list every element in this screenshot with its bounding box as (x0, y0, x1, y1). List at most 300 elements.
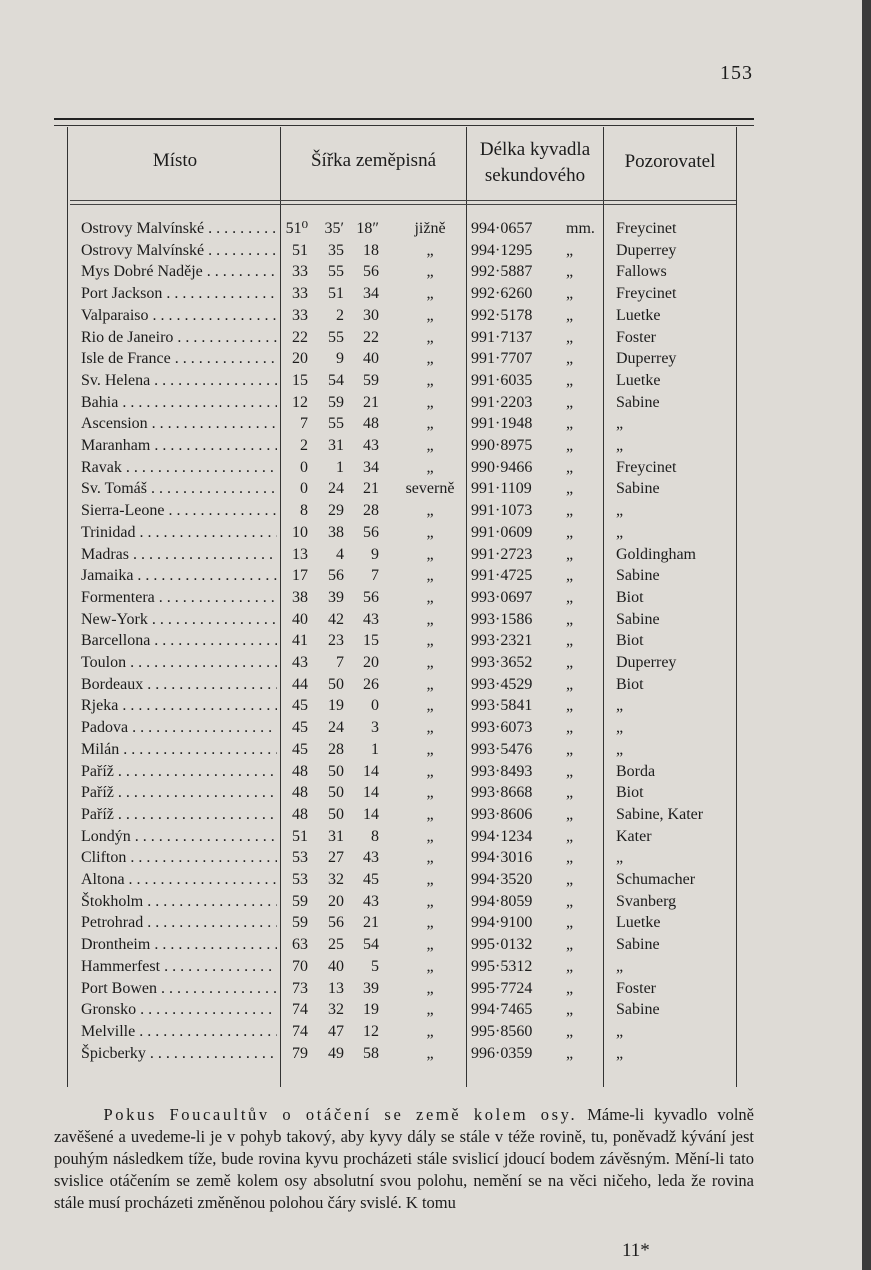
cell-len: 993·3652 (471, 654, 533, 671)
cell-dir: „ (426, 654, 434, 671)
cell-place: Bordeaux . . . (81, 674, 277, 695)
cell-obs: Borda (616, 762, 656, 780)
cell-sec: 1 (371, 740, 379, 758)
cell-obs: „ (616, 740, 624, 758)
cell-sec: 43 (363, 437, 379, 454)
cell-unit: „ (566, 740, 574, 758)
cell-min: 23 (328, 632, 344, 650)
cell-len: 992·6260 (471, 285, 533, 303)
cell-sec: 59 (363, 371, 379, 389)
cell-obs: Freycinet (616, 458, 677, 476)
cell-obs: Schumacher (616, 871, 696, 888)
cell-len: 993·8493 (471, 762, 533, 780)
cell-place: New-York . . . (81, 609, 277, 630)
cell-deg: 53 (292, 849, 308, 867)
cell-min: 9 (336, 350, 344, 368)
cell-min: 59 (328, 393, 344, 411)
cell-unit: „ (566, 957, 574, 975)
cell-len: 994·1295 (471, 241, 533, 259)
cell-dir: „ (426, 393, 434, 411)
cell-len: 991·1109 (471, 480, 532, 498)
cell-obs: Fallows (616, 263, 667, 281)
cell-len: 991·0609 (471, 523, 533, 541)
cell-unit: „ (566, 241, 574, 259)
cell-sec: 21 (363, 393, 379, 411)
cell-len: 995·7724 (471, 979, 533, 997)
cell-deg: 48 (292, 784, 308, 802)
cell-deg: 0 (300, 480, 308, 498)
cell-dir: „ (426, 610, 434, 628)
cell-sec: 0 (371, 697, 379, 715)
cell-obs: „ (616, 849, 624, 867)
cell-unit: „ (566, 393, 574, 411)
cell-obs: Svanberg (616, 892, 677, 910)
cell-obs: Freycinet (616, 285, 677, 303)
cell-sec: 21 (363, 480, 379, 498)
cell-obs: Sabine (616, 936, 660, 954)
cell-dir: „ (426, 415, 434, 433)
cell-dir: „ (426, 328, 434, 346)
paragraph-body: Máme-li kyvadlo volně zavěšené a uvedeme-li je v pohyb takový, aby kyvy dály se stále v téže rovině, tu, poněvadž kývání jest pouhým následkem tíže, bude rovina kyvu procházeti stále svislicí jdoucí bodem závěsným. Mění-li tato svislice otáčením se země kolem osy absolutní svou polohu, nemění se na věci ničeho, leda že rovina stále musí procházeti změněnou polohou čáry svislé. K tomu (54, 1105, 754, 1212)
cell-obs: „ (616, 1044, 624, 1062)
cell-obs: Biot (616, 588, 644, 606)
cell-place: Madras . . . (81, 544, 277, 565)
cell-deg: 0 (300, 458, 308, 476)
cell-unit: „ (566, 350, 574, 368)
cell-place: Melville . . . (81, 1021, 277, 1042)
cell-deg: 40 (292, 610, 308, 628)
cell-len: 994·3016 (471, 849, 533, 867)
cell-unit: „ (566, 871, 574, 888)
cell-unit: „ (566, 762, 574, 780)
cell-dir: „ (426, 241, 434, 259)
cell-unit: „ (566, 936, 574, 954)
cell-len: 994·3520 (471, 871, 533, 888)
cell-place: Port Jackson . . . (81, 283, 277, 304)
cell-dir: „ (426, 957, 434, 975)
cell-unit: „ (566, 610, 574, 628)
cell-obs: „ (616, 502, 624, 520)
cell-len: 993·2321 (471, 632, 533, 650)
column-divider (603, 127, 604, 1087)
cell-place: Trinidad . . . (81, 522, 277, 543)
cell-place: Maranham . . . (81, 435, 277, 456)
cell-len: 991·1948 (471, 415, 533, 433)
cell-sec: 34 (363, 285, 379, 303)
cell-unit: „ (566, 458, 574, 476)
cell-min: 38 (328, 523, 344, 541)
cell-place: Paříž . . . (81, 804, 277, 825)
header-length-line1: Délka kyvadla (479, 139, 591, 160)
cell-place: Sv. Helena . . . (81, 370, 277, 391)
cell-sec: 14 (363, 762, 379, 780)
cell-deg: 10 (292, 523, 308, 541)
cell-unit: „ (566, 784, 574, 802)
cell-unit: „ (566, 371, 574, 389)
cell-dir: „ (426, 1001, 434, 1019)
cell-obs: Duperrey (616, 350, 677, 368)
cell-unit: „ (566, 306, 574, 324)
cell-dir: „ (426, 675, 434, 693)
cell-sec: 58 (363, 1044, 379, 1062)
cell-deg: 45 (292, 740, 308, 758)
cell-dir: „ (426, 371, 434, 389)
cell-obs: Biot (616, 675, 644, 693)
cell-unit: „ (566, 979, 574, 997)
cell-deg: 33 (292, 285, 308, 303)
cell-dir: jižně (414, 220, 446, 237)
cell-obs: Luetke (616, 371, 661, 389)
cell-deg: 43 (292, 654, 308, 671)
cell-sec: 48 (363, 415, 379, 433)
cell-min: 24 (328, 480, 344, 498)
top-rule-thin (54, 125, 754, 126)
cell-obs: „ (616, 437, 624, 454)
cell-place: Paříž . . . (81, 761, 277, 782)
cell-dir: „ (426, 523, 434, 541)
cell-min: 19 (328, 697, 344, 715)
cell-dir: „ (426, 719, 434, 737)
cell-place: Port Bowen . . . (81, 978, 277, 999)
cell-obs: „ (616, 719, 624, 737)
top-rule (54, 118, 754, 120)
cell-len: 991·7137 (471, 328, 533, 346)
cell-deg: 51 (292, 827, 308, 845)
cell-unit: „ (566, 415, 574, 433)
cell-sec: 14 (363, 784, 379, 802)
cell-obs: Goldingham (616, 545, 696, 563)
cell-sec: 18 (363, 241, 379, 259)
cell-place: Hammerfest . . . (81, 956, 277, 977)
cell-len: 993·0697 (471, 588, 533, 606)
cell-min: 35′ (324, 220, 344, 237)
cell-min: 49 (328, 1044, 344, 1062)
cell-unit: „ (566, 437, 574, 454)
cell-sec: 43 (363, 610, 379, 628)
cell-min: 32 (328, 1001, 344, 1019)
page-edge-shadow (862, 0, 871, 1270)
cell-obs: Sabine (616, 1001, 660, 1019)
cell-deg: 8 (300, 502, 308, 520)
paragraph-heading: Pokus Foucaultův o otáčení se země kolem osy. (103, 1105, 578, 1124)
cell-sec: 30 (363, 306, 379, 324)
cell-unit: „ (566, 523, 574, 541)
cell-dir: „ (426, 697, 434, 715)
cell-place: Rjeka . . . (81, 695, 277, 716)
cell-obs: Kater (616, 827, 652, 845)
cell-obs: Biot (616, 632, 644, 650)
cell-deg: 17 (292, 567, 308, 585)
cell-dir: „ (426, 871, 434, 888)
cell-unit: „ (566, 654, 574, 671)
cell-min: 24 (328, 719, 344, 737)
cell-place: Clifton . . . (81, 847, 277, 868)
cell-sec: 28 (363, 502, 379, 520)
cell-deg: 13 (292, 545, 308, 563)
cell-place: Ascension . . . (81, 413, 277, 434)
cell-dir: „ (426, 979, 434, 997)
cell-len: 990·9466 (471, 458, 533, 476)
cell-deg: 2 (300, 437, 308, 454)
cell-obs: Duperrey (616, 241, 677, 259)
cell-obs: Luetke (616, 306, 661, 324)
cell-dir: „ (426, 567, 434, 585)
cell-dir: „ (426, 306, 434, 324)
cell-min: 31 (328, 437, 344, 454)
cell-deg: 74 (292, 1022, 308, 1040)
cell-place: Londýn . . . (81, 826, 277, 847)
cell-unit: mm. (566, 220, 595, 237)
cell-sec: 7 (371, 567, 379, 585)
cell-min: 55 (328, 328, 344, 346)
cell-obs: Sabine (616, 480, 660, 498)
cell-min: 55 (328, 415, 344, 433)
cell-unit: „ (566, 914, 574, 932)
cell-place: Isle de France . . . (81, 348, 277, 369)
cell-deg: 38 (292, 588, 308, 606)
cell-deg: 51 (292, 241, 308, 259)
cell-deg: 48 (292, 805, 308, 823)
cell-obs: „ (616, 957, 624, 975)
cell-place: Petrohrad . . . (81, 912, 277, 933)
signature-mark: 11* (622, 1240, 650, 1261)
cell-obs: Duperrey (616, 654, 677, 671)
cell-deg: 48 (292, 762, 308, 780)
cell-dir: severně (405, 480, 455, 498)
cell-sec: 19 (363, 1001, 379, 1019)
cell-len: 993·1586 (471, 610, 533, 628)
cell-min: 31 (328, 827, 344, 845)
cell-min: 40 (328, 957, 344, 975)
cell-len: 995·5312 (471, 957, 533, 975)
cell-obs: Luetke (616, 914, 661, 932)
header-latitude: Šířka zeměpisná (310, 150, 437, 171)
cell-unit: „ (566, 675, 574, 693)
cell-unit: „ (566, 892, 574, 910)
column-divider (466, 127, 467, 1087)
cell-len: 994·7465 (471, 1001, 533, 1019)
cell-len: 990·8975 (471, 437, 533, 454)
cell-deg: 59 (292, 892, 308, 910)
cell-deg: 63 (292, 936, 308, 954)
cell-len: 991·2203 (471, 393, 533, 411)
cell-deg: 51⁰ (285, 220, 308, 237)
cell-dir: „ (426, 285, 434, 303)
cell-sec: 20 (363, 654, 379, 671)
cell-len: 991·7707 (471, 350, 533, 368)
cell-deg: 53 (292, 871, 308, 888)
cell-dir: „ (426, 936, 434, 954)
cell-deg: 41 (292, 632, 308, 650)
cell-sec: 18″ (356, 220, 379, 237)
cell-len: 993·6073 (471, 719, 533, 737)
cell-unit: „ (566, 1044, 574, 1062)
cell-deg: 15 (292, 371, 308, 389)
cell-dir: „ (426, 762, 434, 780)
cell-deg: 44 (292, 675, 308, 693)
cell-unit: „ (566, 285, 574, 303)
cell-dir: „ (426, 805, 434, 823)
cell-len: 996·0359 (471, 1044, 533, 1062)
cell-unit: „ (566, 502, 574, 520)
cell-place: Ostrovy Malvínské . . . (81, 240, 277, 261)
cell-place: Mys Dobré Naděje . . . (81, 261, 277, 282)
cell-obs: Sabine (616, 610, 660, 628)
cell-sec: 43 (363, 849, 379, 867)
cell-sec: 12 (363, 1022, 379, 1040)
cell-place: Sv. Tomáš . . . (81, 478, 277, 499)
cell-len: 991·1073 (471, 502, 533, 520)
cell-sec: 40 (363, 350, 379, 368)
cell-dir: „ (426, 784, 434, 802)
cell-place: Sierra-Leone . . . (81, 500, 277, 521)
cell-place: Toulon . . . (81, 652, 277, 673)
cell-sec: 43 (363, 892, 379, 910)
cell-obs: „ (616, 523, 624, 541)
cell-sec: 56 (363, 523, 379, 541)
cell-min: 7 (336, 654, 344, 671)
cell-dir: „ (426, 588, 434, 606)
cell-unit: „ (566, 545, 574, 563)
cell-place: Špicberky . . . (81, 1043, 277, 1064)
cell-place: Barcellona . . . (81, 630, 277, 651)
cell-deg: 33 (292, 263, 308, 281)
cell-min: 50 (328, 805, 344, 823)
cell-sec: 22 (363, 328, 379, 346)
cell-unit: „ (566, 1022, 574, 1040)
cell-sec: 15 (363, 632, 379, 650)
cell-len: 993·8668 (471, 784, 533, 802)
header-place: Místo (152, 150, 198, 171)
cell-deg: 7 (300, 415, 308, 433)
cell-len: 993·5476 (471, 740, 533, 758)
cell-place: Ostrovy Malvínské . . . (81, 218, 277, 239)
cell-min: 47 (328, 1022, 344, 1040)
cell-place: Ravak . . . (81, 457, 277, 478)
page-number: 153 (720, 62, 753, 84)
cell-min: 51 (328, 285, 344, 303)
cell-min: 39 (328, 588, 344, 606)
cell-deg: 33 (292, 306, 308, 324)
cell-dir: „ (426, 458, 434, 476)
cell-min: 35 (328, 241, 344, 259)
cell-sec: 56 (363, 263, 379, 281)
cell-place: Jamaika . . . (81, 565, 277, 586)
cell-len: 993·5841 (471, 697, 533, 715)
cell-dir: „ (426, 545, 434, 563)
cell-place: Milán . . . (81, 739, 277, 760)
cell-len: 994·0657 (471, 220, 533, 237)
cell-dir: „ (426, 1044, 434, 1062)
cell-deg: 59 (292, 914, 308, 932)
header-rule-thin (70, 204, 736, 205)
cell-dir: „ (426, 350, 434, 368)
cell-deg: 45 (292, 697, 308, 715)
cell-sec: 56 (363, 588, 379, 606)
cell-unit: „ (566, 263, 574, 281)
cell-min: 4 (336, 545, 344, 563)
cell-sec: 45 (363, 871, 379, 888)
cell-deg: 79 (292, 1044, 308, 1062)
cell-place: Bahia . . . (81, 392, 277, 413)
cell-place: Altona . . . (81, 869, 277, 890)
cell-min: 56 (328, 567, 344, 585)
cell-deg: 45 (292, 719, 308, 737)
cell-dir: „ (426, 632, 434, 650)
table-border-left (67, 127, 68, 1087)
cell-dir: „ (426, 914, 434, 932)
cell-unit: „ (566, 805, 574, 823)
cell-len: 992·5178 (471, 306, 533, 324)
cell-sec: 14 (363, 805, 379, 823)
cell-min: 54 (328, 371, 344, 389)
cell-dir: „ (426, 437, 434, 454)
cell-place: Rio de Janeiro . . . (81, 327, 277, 348)
cell-dir: „ (426, 502, 434, 520)
cell-place: Štokholm . . . (81, 891, 277, 912)
cell-min: 50 (328, 762, 344, 780)
foucault-paragraph (54, 1104, 754, 1214)
cell-len: 991·4725 (471, 567, 533, 585)
cell-len: 995·8560 (471, 1022, 533, 1040)
cell-min: 56 (328, 914, 344, 932)
cell-deg: 70 (292, 957, 308, 975)
cell-unit: „ (566, 719, 574, 737)
cell-place: Padova . . . (81, 717, 277, 738)
cell-unit: „ (566, 567, 574, 585)
cell-min: 32 (328, 871, 344, 888)
cell-obs: Foster (616, 979, 656, 997)
cell-dir: „ (426, 849, 434, 867)
cell-len: 994·1234 (471, 827, 533, 845)
cell-place: Gronsko . . . (81, 999, 277, 1020)
cell-len: 991·2723 (471, 545, 533, 563)
cell-dir: „ (426, 263, 434, 281)
header-rule (70, 200, 736, 201)
cell-deg: 74 (292, 1001, 308, 1019)
cell-unit: „ (566, 328, 574, 346)
cell-deg: 73 (292, 979, 308, 997)
cell-dir: „ (426, 1022, 434, 1040)
header-length-line2: sekundového (484, 165, 586, 186)
cell-deg: 20 (292, 350, 308, 368)
cell-sec: 39 (363, 979, 379, 997)
cell-obs: Sabine, Kater (616, 805, 704, 823)
cell-obs: „ (616, 415, 624, 433)
cell-sec: 8 (371, 827, 379, 845)
cell-deg: 22 (292, 328, 308, 346)
cell-sec: 5 (371, 957, 379, 975)
cell-sec: 34 (363, 458, 379, 476)
cell-sec: 26 (363, 675, 379, 693)
cell-dir: „ (426, 827, 434, 845)
cell-min: 28 (328, 740, 344, 758)
cell-place: Paříž . . . (81, 782, 277, 803)
cell-min: 42 (328, 610, 344, 628)
cell-min: 20 (328, 892, 344, 910)
cell-len: 991·6035 (471, 371, 533, 389)
cell-sec: 9 (371, 545, 379, 563)
cell-min: 50 (328, 675, 344, 693)
cell-len: 994·9100 (471, 914, 533, 932)
cell-place: Drontheim . . . (81, 934, 277, 955)
cell-unit: „ (566, 827, 574, 845)
cell-place: Formentera . . . (81, 587, 277, 608)
cell-unit: „ (566, 632, 574, 650)
cell-obs: Biot (616, 784, 644, 802)
cell-min: 29 (328, 502, 344, 520)
cell-len: 994·8059 (471, 892, 533, 910)
